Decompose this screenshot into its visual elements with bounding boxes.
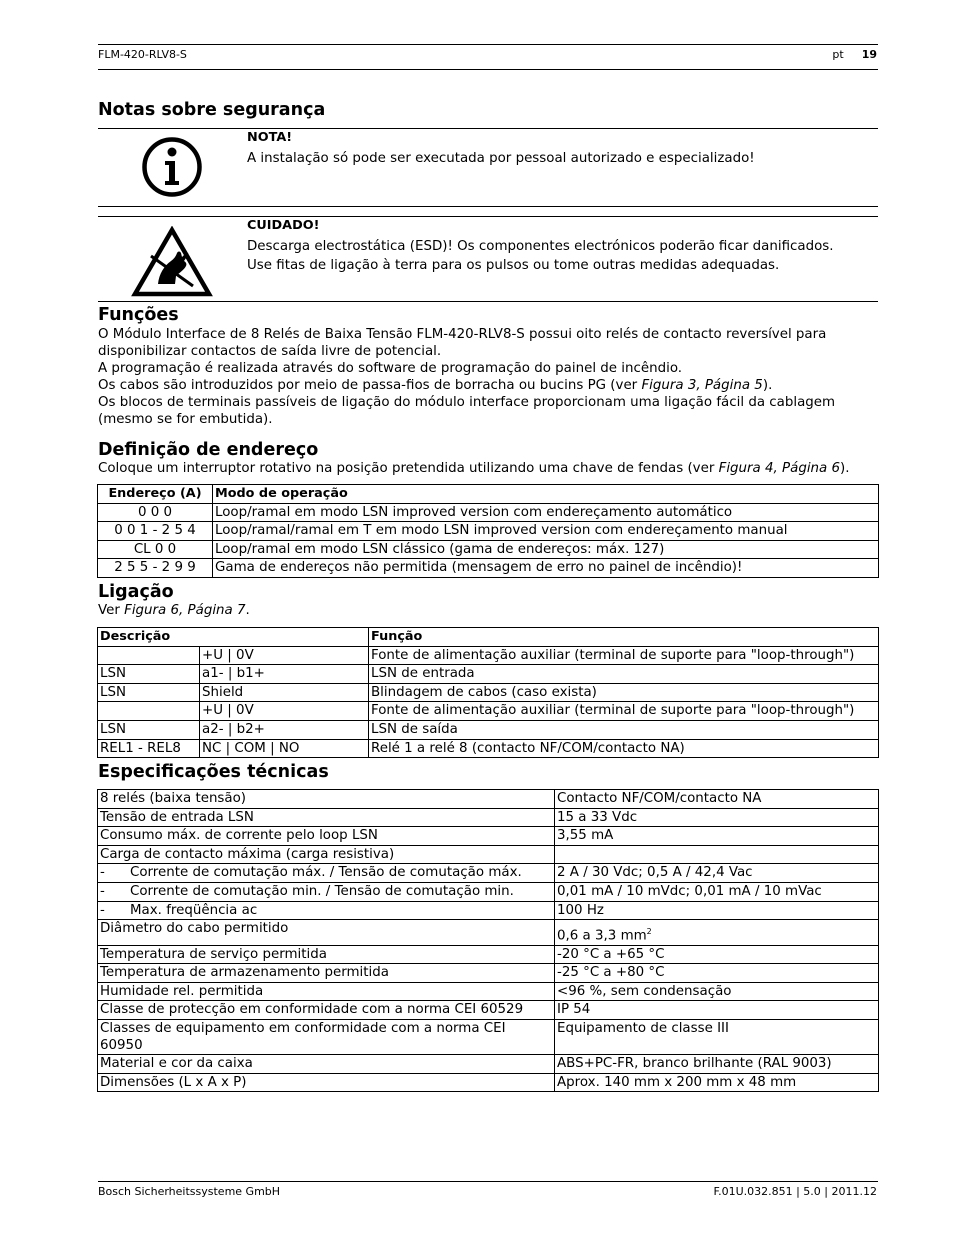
table-row: [98, 739, 879, 758]
caution-text: [247, 238, 834, 275]
specs-title: Especificações técnicas: [98, 762, 329, 782]
text-span: ).: [762, 378, 773, 393]
spec-label-cell: [98, 982, 555, 1001]
spec-label: Temperatura de armazenamento permitida: [100, 965, 389, 981]
table-header-cell: Função: [369, 628, 879, 647]
spec-label-cell: [98, 1001, 555, 1020]
text-span: .: [245, 603, 250, 618]
spec-value: Contacto NF/COM/contacto NA: [557, 791, 762, 806]
language-code: pt: [832, 48, 844, 61]
spec-value-cell: [555, 808, 879, 827]
specs-table: [97, 789, 879, 1092]
spec-label: Diâmetro do cabo permitido: [100, 921, 289, 937]
spec-value: 0,6 a 3,3 mm: [557, 928, 647, 944]
spec-label: Dimensões (L x A x P): [100, 1074, 247, 1090]
table-cell: 0 0 0: [98, 503, 213, 522]
list-dash: -: [100, 902, 105, 918]
table-header-cell: Endereço (A): [98, 485, 213, 504]
address-title: Definição de endereço: [98, 440, 319, 460]
table-cell: NC | COM | NO: [200, 739, 369, 758]
spec-label: Corrente de comutação máx. / Tensão de comutação máx.: [130, 865, 522, 881]
table-row: [98, 901, 879, 920]
table-cell: 2 5 5 - 2 9 9: [98, 559, 213, 578]
info-icon: [141, 136, 203, 202]
spec-label: Corrente de comutação min. / Tensão de comutação min.: [130, 883, 514, 899]
table-cell: LSN: [98, 665, 200, 684]
spec-value-cell: [555, 882, 879, 901]
safety-title: Notas sobre segurança: [98, 100, 326, 120]
spec-label-cell: [98, 901, 555, 920]
spec-label: Max. freqüência ac: [130, 902, 258, 918]
table-cell: Fonte de alimentação auxiliar (terminal de suporte para "loop-through"): [369, 702, 879, 721]
spec-value-cell: [555, 920, 879, 945]
page-number: 19: [861, 48, 877, 61]
spec-label: Humidade rel. permitida: [100, 983, 264, 999]
address-intro: [98, 460, 878, 477]
esd-warning-icon: [131, 226, 213, 302]
table-row: [98, 540, 879, 559]
spec-value-cell: [555, 964, 879, 983]
spec-label-cell: [98, 964, 555, 983]
spec-label-cell: [98, 945, 555, 964]
spec-value: ABS+PC-FR, branco brilhante (RAL 9003): [557, 1056, 832, 1071]
note-rule-top: [98, 128, 878, 129]
table-cell: Relé 1 a relé 8 (contacto NF/COM/contacto NA): [369, 739, 879, 758]
text-span: Os cabos são introduzidos por meio de passa-fios de borracha ou bucins PG (ver: [98, 378, 642, 393]
table-row: [98, 864, 879, 883]
text-span: Coloque um interruptor rotativo na posição pretendida utilizando uma chave de fendas (ver: [98, 461, 719, 476]
spec-value: 2 A / 30 Vdc; 0,5 A / 42,4 Vac: [557, 865, 753, 881]
note-text: A instalação só pode ser executada por pessoal autorizado e especializado!: [247, 151, 755, 166]
spec-value: -20 °C a +65 °C: [557, 946, 665, 962]
table-cell: Gama de endereços não permitida (mensagem de erro no painel de incêndio)!: [213, 559, 879, 578]
table-cell: +U | 0V: [200, 646, 369, 665]
spec-label: Classe de protecção em conformidade com a norma CEI 60529: [100, 1002, 524, 1018]
table-row: [98, 827, 879, 846]
table-row: [98, 982, 879, 1001]
table-cell: Blindagem de cabos (caso exista): [369, 683, 879, 702]
spec-value-cell: [555, 982, 879, 1001]
spec-label: 8 relés (baixa tensão): [100, 791, 247, 806]
table-cell: Loop/ramal/ramal em T em modo LSN improved version com endereçamento manual: [213, 522, 879, 541]
spec-value: 3,55 mA: [557, 828, 614, 844]
table-row: [98, 945, 879, 964]
spec-value: IP 54: [557, 1002, 591, 1018]
table-cell: LSN de entrada: [369, 665, 879, 684]
note-label: NOTA!: [247, 130, 293, 145]
table-cell: CL 0 0: [98, 540, 213, 559]
spec-value-cell: [555, 1073, 879, 1092]
table-cell: LSN de saída: [369, 720, 879, 739]
functions-paragraph-3: [98, 377, 878, 394]
spec-label-cell: [98, 1055, 555, 1074]
spec-label: Carga de contacto máxima (carga resistiva): [100, 846, 395, 862]
spec-label-cell: [98, 864, 555, 883]
text-span: Ver: [98, 603, 125, 618]
table-row: [98, 720, 879, 739]
table-row: [98, 1001, 879, 1020]
table-cell: Loop/ramal em modo LSN improved version com endereçamento automático: [213, 503, 879, 522]
spec-label-cell: [98, 1073, 555, 1092]
functions-paragraph-2: A programação é realizada através do software de programação do painel de incêndio.: [98, 361, 683, 376]
spec-label-cell: [98, 1020, 555, 1055]
table-header-row: [98, 485, 879, 504]
connection-title: Ligação: [98, 582, 174, 602]
header-rule-bottom: [98, 69, 878, 70]
spec-label-cell: [98, 790, 555, 809]
table-row: [98, 683, 879, 702]
list-dash: -: [100, 883, 105, 899]
table-row: [98, 964, 879, 983]
table-row: [98, 522, 879, 541]
header-rule-top: [98, 44, 878, 45]
table-cell: LSN: [98, 720, 200, 739]
figure-reference: Figura 6, Página 7: [124, 603, 246, 618]
table-row: [98, 503, 879, 522]
spec-value: Equipamento de classe III: [557, 1021, 729, 1036]
spec-value-cell: [555, 1001, 879, 1020]
superscript: 2: [646, 927, 652, 937]
figure-reference: Figura 3, Página 5: [641, 378, 763, 393]
figure-reference: Figura 4, Página 6: [718, 461, 841, 476]
caution-rule-bottom: [98, 301, 878, 302]
functions-paragraph-4: Os blocos de terminais passíveis de ligação do módulo interface proporcionam uma ligação fácil da cablagem (mesmo se for embutida).: [98, 395, 836, 427]
table-row: [98, 1020, 879, 1055]
table-row: [98, 702, 879, 721]
caution-line-1: Descarga electrostática (ESD)! Os componentes electrónicos poderão ficar danificados.: [247, 239, 834, 254]
caution-rule-top: [98, 216, 878, 217]
table-cell: 0 0 1 - 2 5 4: [98, 522, 213, 541]
table-cell: REL1 - REL8: [98, 739, 200, 758]
spec-value-cell: [555, 845, 879, 864]
spec-label: Temperatura de serviço permitida: [100, 946, 327, 962]
table-cell: +U | 0V: [200, 702, 369, 721]
table-cell: Shield: [200, 683, 369, 702]
table-row: [98, 646, 879, 665]
list-dash: -: [100, 865, 105, 881]
spec-value-cell: [555, 1055, 879, 1074]
doc-id: FLM-420-RLV8-S: [98, 48, 187, 61]
table-row: [98, 665, 879, 684]
caution-label: CUIDADO!: [247, 218, 320, 233]
footer-company: Bosch Sicherheitssysteme GmbH: [98, 1185, 281, 1198]
spec-value-cell: [555, 945, 879, 964]
page-info: [832, 48, 877, 61]
spec-value: Aprox. 140 mm x 200 mm x 48 mm: [557, 1074, 797, 1090]
spec-label: Classes de equipamento em conformidade com a norma CEI 60950: [100, 1021, 506, 1053]
note-rule-bottom: [98, 206, 878, 207]
text-span: ).: [840, 461, 850, 476]
connection-intro: [98, 602, 878, 619]
table-row: [98, 920, 879, 945]
connection-table: [97, 627, 879, 758]
table-row: [98, 808, 879, 827]
table-header-cell: Modo de operação: [213, 485, 879, 504]
spec-label-cell: [98, 827, 555, 846]
table-row: [98, 790, 879, 809]
footer-rule: [98, 1181, 878, 1182]
table-row: [98, 882, 879, 901]
table-row: [98, 1055, 879, 1074]
specs-table-body: [98, 790, 879, 1092]
table-cell: [98, 702, 200, 721]
footer-reference: F.01U.032.851 | 5.0 | 2011.12: [713, 1185, 877, 1198]
caution-line-2: Use fitas de ligação à terra para os pulsos ou tome outras medidas adequadas.: [247, 257, 780, 273]
spec-label-cell: [98, 808, 555, 827]
spec-label: Tensão de entrada LSN: [100, 809, 254, 825]
spec-value: <96 %, sem condensação: [557, 983, 732, 999]
table-row: [98, 1073, 879, 1092]
functions-paragraph-1: O Módulo Interface de 8 Relés de Baixa Tensão FLM-420-RLV8-S possui oito relés de contacto reversível para disponibilizar contactos de saída livre de potencial.: [98, 327, 827, 359]
table-cell: [98, 646, 200, 665]
spec-value-cell: [555, 790, 879, 809]
spec-value-cell: [555, 827, 879, 846]
spec-label-cell: [98, 920, 555, 945]
spec-label-cell: [98, 845, 555, 864]
functions-title: Funções: [98, 305, 179, 325]
table-cell: a1- | b1+: [200, 665, 369, 684]
table-header-row: [98, 628, 879, 647]
spec-value: -25 °C a +80 °C: [557, 965, 665, 981]
spec-value: 15 a 33 Vdc: [557, 809, 638, 825]
spec-value-cell: [555, 901, 879, 920]
functions-text: [98, 326, 878, 428]
spec-value: 100 Hz: [557, 902, 604, 918]
table-cell: LSN: [98, 683, 200, 702]
spec-value-cell: [555, 864, 879, 883]
table-cell: Loop/ramal em modo LSN clássico (gama de endereços: máx. 127): [213, 540, 879, 559]
table-cell: Fonte de alimentação auxiliar (terminal de suporte para "loop-through"): [369, 646, 879, 665]
spec-value: 0,01 mA / 10 mVdc; 0,01 mA / 10 mVac: [557, 883, 822, 899]
spec-label: Consumo máx. de corrente pelo loop LSN: [100, 828, 378, 844]
table-row: [98, 559, 879, 578]
spec-value-cell: [555, 1020, 879, 1055]
table-header-cell: Descrição: [98, 628, 369, 647]
address-table: [97, 484, 879, 578]
spec-label: Material e cor da caixa: [100, 1056, 253, 1071]
spec-label-cell: [98, 882, 555, 901]
table-cell: a2- | b2+: [200, 720, 369, 739]
table-row: [98, 845, 879, 864]
